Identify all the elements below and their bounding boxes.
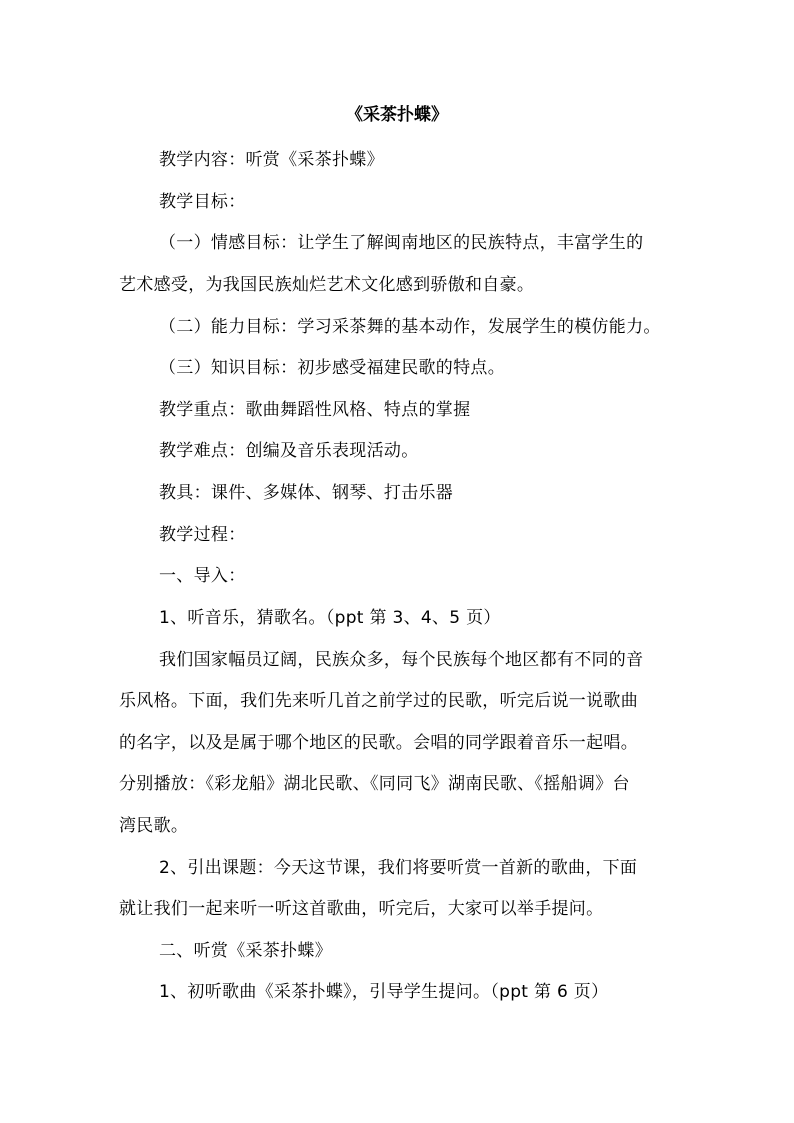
- paragraph-line: 我们国家幅员辽阔，民族众多，每个民族每个地区都有不同的音: [159, 650, 644, 670]
- paragraph-line: 的名字，以及是属于哪个地区的民歌。会唱的同学跟着音乐一起唱。: [119, 733, 638, 753]
- ability-goal-line: （二）能力目标：学习采茶舞的基本动作，发展学生的模仿能力。: [159, 317, 661, 337]
- emotion-goal-continuation: 艺术感受，为我国民族灿烂艺术文化感到骄傲和自豪。: [119, 275, 535, 295]
- teaching-difficulty-line: 教学难点：创编及音乐表现活动。: [159, 441, 419, 461]
- listening-step-1-line: 1、初听歌曲《采茶扑蝶》，引导学生提问。（ppt 第 6 页）: [159, 982, 609, 1002]
- teaching-goals-heading: 教学目标：: [159, 192, 246, 212]
- teaching-process-heading: 教学过程：: [159, 525, 246, 545]
- paragraph-line: 分别播放：《彩龙船》湖北民歌、《同同飞》湖南民歌、《摇船调》台: [119, 774, 630, 794]
- document-title: 《采茶扑蝶》: [346, 105, 448, 125]
- paragraph-line: 湾民歌。: [119, 816, 189, 836]
- teaching-content-line: 教学内容：听赏《采茶扑蝶》: [159, 150, 384, 170]
- step-2-continuation: 就让我们一起来听一听这首歌曲，听完后，大家可以举手提问。: [119, 899, 604, 919]
- section-listening-heading: 二、听赏《采茶扑蝶》: [159, 941, 332, 961]
- teaching-tools-line: 教具：课件、多媒体、钢琴、打击乐器: [159, 483, 454, 503]
- emotion-goal-line: （一）情感目标：让学生了解闽南地区的民族特点，丰富学生的: [159, 233, 644, 253]
- teaching-focus-line: 教学重点：歌曲舞蹈性风格、特点的掌握: [159, 400, 471, 420]
- step-2-line: 2、引出课题：今天这节课，我们将要听赏一首新的歌曲，下面: [159, 858, 638, 878]
- step-1-line: 1、听音乐，猜歌名。（ppt 第 3、4、5 页）: [159, 608, 501, 628]
- section-intro-heading: 一、导入：: [159, 566, 246, 586]
- paragraph-line: 乐风格。下面，我们先来听几首之前学过的民歌，听完后说一说歌曲: [119, 691, 638, 711]
- knowledge-goal-line: （三）知识目标：初步感受福建民歌的特点。: [159, 358, 505, 378]
